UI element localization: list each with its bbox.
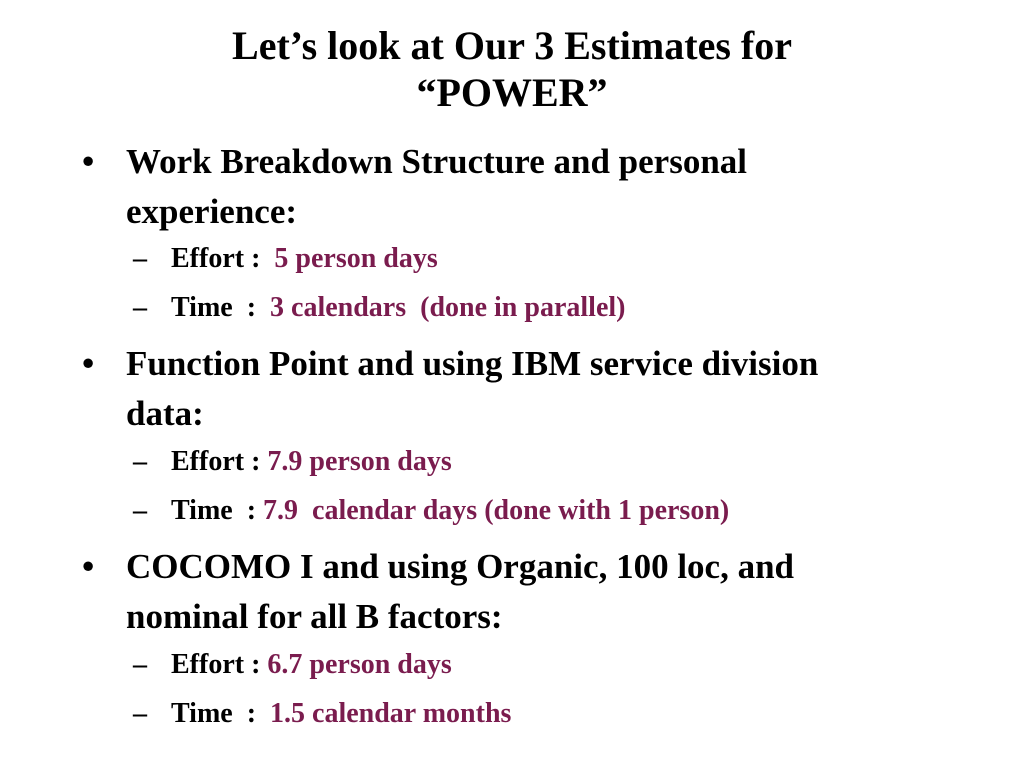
dash-icon: – <box>133 292 147 323</box>
dash-icon: – <box>133 649 147 680</box>
bullet-text <box>126 339 946 439</box>
bullet-text-line-1: COCOMO I and using Organic, 100 loc, and <box>126 547 795 586</box>
effort-label: Effort : <box>171 446 268 477</box>
time-value: 7.9 calendar days (done with 1 person) <box>263 495 730 526</box>
bullet-text-line-2: data: <box>126 394 204 433</box>
time-label: Time : <box>171 698 271 729</box>
dash-icon: – <box>133 243 147 274</box>
sub-item-text <box>171 445 452 479</box>
bullet-icon: • <box>82 344 95 383</box>
effort-value: 5 person days <box>274 243 438 274</box>
sub-item-text <box>171 697 511 731</box>
effort-label: Effort : <box>171 649 268 680</box>
effort-value: 7.9 person days <box>267 446 452 477</box>
sub-item-text <box>171 494 729 528</box>
bullet-text-line-1: Work Breakdown Structure and personal <box>126 142 748 181</box>
bullet-icon: • <box>82 547 95 586</box>
bullet-icon: • <box>82 142 95 181</box>
bullet-text-line-2: experience: <box>126 192 298 231</box>
bullet-text-line-1: Function Point and using IBM service division <box>126 344 819 383</box>
slide-title-line-1: Let’s look at Our 3 Estimates for <box>232 23 792 68</box>
bullet-text <box>126 542 946 642</box>
effort-value: 6.7 person days <box>267 649 452 680</box>
time-label: Time : <box>171 495 264 526</box>
bullet-text <box>126 137 946 237</box>
time-label: Time : <box>171 292 271 323</box>
time-value: 1.5 calendar months <box>270 698 512 729</box>
time-value: 3 calendars (done in parallel) <box>270 292 626 323</box>
effort-label: Effort : <box>171 243 275 274</box>
bullet-text-line-2: nominal for all B factors: <box>126 597 503 636</box>
sub-item-text <box>171 291 625 325</box>
dash-icon: – <box>133 698 147 729</box>
sub-item-text <box>171 648 452 682</box>
dash-icon: – <box>133 446 147 477</box>
dash-icon: – <box>133 495 147 526</box>
slide-title-line-2: “POWER” <box>416 70 608 115</box>
sub-item-text <box>171 242 438 276</box>
